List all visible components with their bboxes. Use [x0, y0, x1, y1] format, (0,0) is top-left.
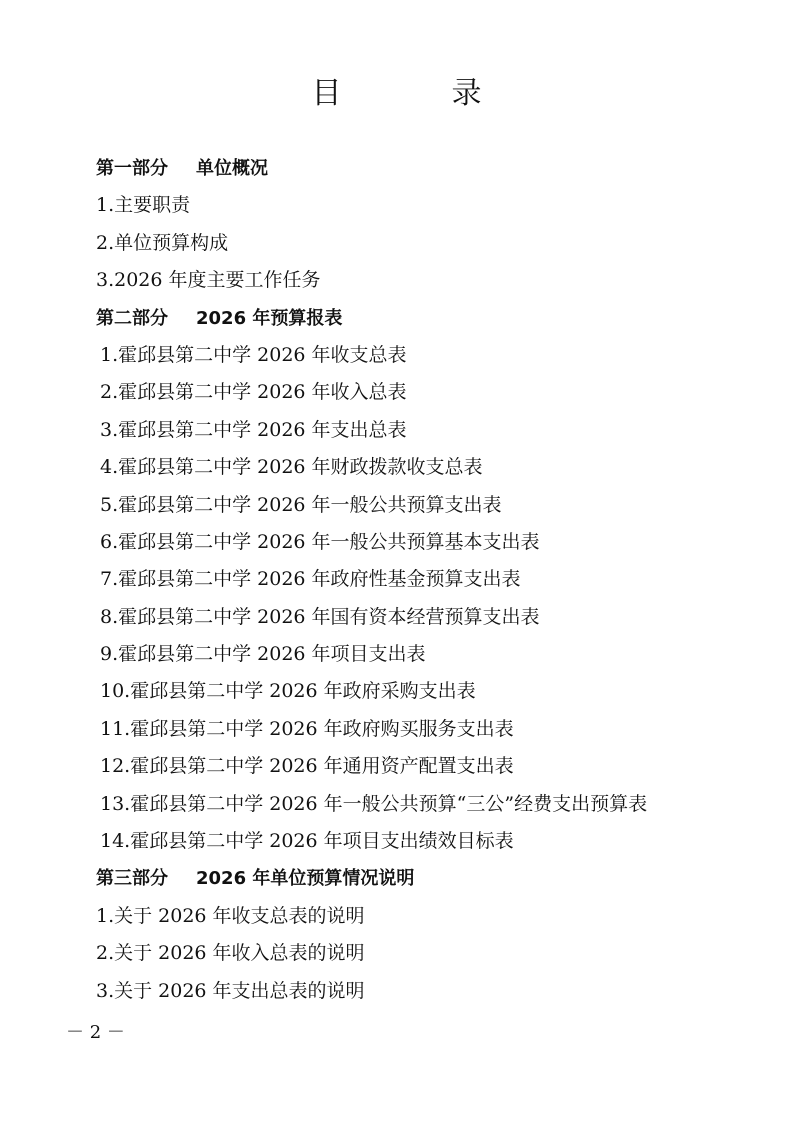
toc-item[interactable]: 1.主要职责 — [96, 194, 191, 217]
toc-item[interactable]: 11.霍邱县第二中学 2026 年政府购买服务支出表 — [100, 717, 514, 740]
toc-item[interactable]: 6.霍邱县第二中学 2026 年一般公共预算基本支出表 — [100, 530, 540, 553]
table-of-contents — [96, 150, 736, 1010]
toc-item[interactable]: 9.霍邱县第二中学 2026 年项目支出表 — [100, 643, 426, 666]
toc-item[interactable]: 13.霍邱县第二中学 2026 年一般公共预算“三公”经费支出预算表 — [100, 792, 648, 815]
page-title: 目 录 — [311, 76, 522, 111]
toc-part-3[interactable] — [96, 860, 736, 897]
part-name: 2026 年预算报表 — [196, 307, 343, 329]
toc-item[interactable]: 7.霍邱县第二中学 2026 年政府性基金预算支出表 — [100, 568, 521, 591]
part-label: 第三部分 — [96, 868, 168, 890]
toc-part-2[interactable] — [96, 300, 736, 337]
toc-item[interactable]: 4.霍邱县第二中学 2026 年财政拨款收支总表 — [100, 456, 483, 479]
toc-item[interactable]: 2.霍邱县第二中学 2026 年收入总表 — [100, 381, 407, 404]
toc-item[interactable]: 8.霍邱县第二中学 2026 年国有资本经营预算支出表 — [100, 605, 540, 628]
toc-item[interactable]: 10.霍邱县第二中学 2026 年政府采购支出表 — [100, 680, 476, 703]
part-label: 第二部分 — [96, 307, 168, 329]
toc-item[interactable]: 5.霍邱县第二中学 2026 年一般公共预算支出表 — [100, 493, 502, 516]
toc-item[interactable]: 1.霍邱县第二中学 2026 年收支总表 — [100, 343, 407, 366]
toc-item[interactable]: 1.关于 2026 年收支总表的说明 — [96, 904, 365, 927]
page-number: － 2 － — [66, 1022, 125, 1043]
toc-item[interactable]: 2.单位预算构成 — [96, 231, 229, 254]
toc-item[interactable]: 3.关于 2026 年支出总表的说明 — [96, 979, 365, 1002]
part-label: 第一部分 — [96, 158, 168, 179]
toc-item[interactable]: 3.2026 年度主要工作任务 — [96, 269, 321, 292]
toc-item[interactable]: 14.霍邱县第二中学 2026 年项目支出绩效目标表 — [100, 830, 514, 853]
toc-item[interactable]: 2.关于 2026 年收入总表的说明 — [96, 942, 365, 965]
toc-part-1[interactable] — [96, 150, 736, 187]
toc-item[interactable]: 3.霍邱县第二中学 2026 年支出总表 — [100, 418, 407, 441]
toc-item[interactable]: 12.霍邱县第二中学 2026 年通用资产配置支出表 — [100, 755, 514, 778]
part-name: 单位概况 — [196, 158, 268, 179]
part-name: 2026 年单位预算情况说明 — [196, 868, 415, 890]
